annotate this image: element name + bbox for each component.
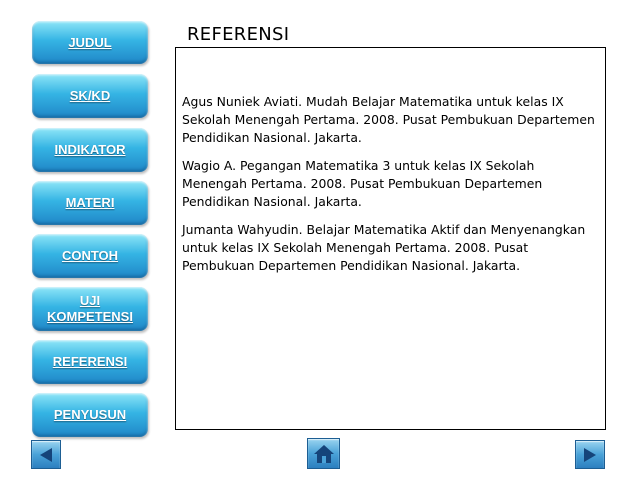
reference-panel bbox=[175, 47, 606, 430]
reference-item: Wagio A. Pegangan Matematika 3 untuk kelas IX Sekolah Menengah Pertama. 2008. Pusat Pembukuan Departemen Pendidikan Nasional. Jakarta. bbox=[182, 158, 543, 209]
nav-button-sk-kd[interactable]: SK/KD bbox=[32, 74, 148, 118]
next-button[interactable] bbox=[575, 440, 605, 469]
previous-button[interactable] bbox=[31, 440, 61, 469]
nav-button-referensi[interactable]: REFERENSI bbox=[32, 340, 148, 384]
nav-button-indikator[interactable]: INDIKATOR bbox=[32, 128, 148, 172]
nav-button-penyusun[interactable]: PENYUSUN bbox=[32, 393, 148, 437]
nav-button-contoh[interactable]: CONTOH bbox=[32, 234, 148, 278]
nav-button-materi[interactable]: MATERI bbox=[32, 181, 148, 225]
reference-item: Jumanta Wahyudin. Belajar Matematika Aktif dan Menyenangkan untuk kelas IX Sekolah Menengah Pertama. 2008. Pusat Pembukuan Departemen Pendidikan Nasional. Jakarta. bbox=[182, 222, 586, 273]
home-button[interactable] bbox=[307, 438, 340, 469]
nav-button-uji-kompetensi[interactable]: UJI KOMPETENSI bbox=[32, 287, 148, 331]
reference-list bbox=[182, 93, 598, 285]
page-title: REFERENSI bbox=[187, 24, 290, 45]
nav-button-judul[interactable]: JUDUL bbox=[32, 21, 148, 64]
arrow-left-icon bbox=[36, 445, 56, 465]
arrow-right-icon bbox=[580, 445, 600, 465]
sidebar bbox=[0, 0, 160, 479]
reference-item: Agus Nuniek Aviati. Mudah Belajar Matematika untuk kelas IX Sekolah Menengah Pertama. 2008. Pusat Pembukuan Departemen Pendidikan Nasional. Jakarta. bbox=[182, 94, 595, 145]
home-icon bbox=[312, 443, 336, 465]
